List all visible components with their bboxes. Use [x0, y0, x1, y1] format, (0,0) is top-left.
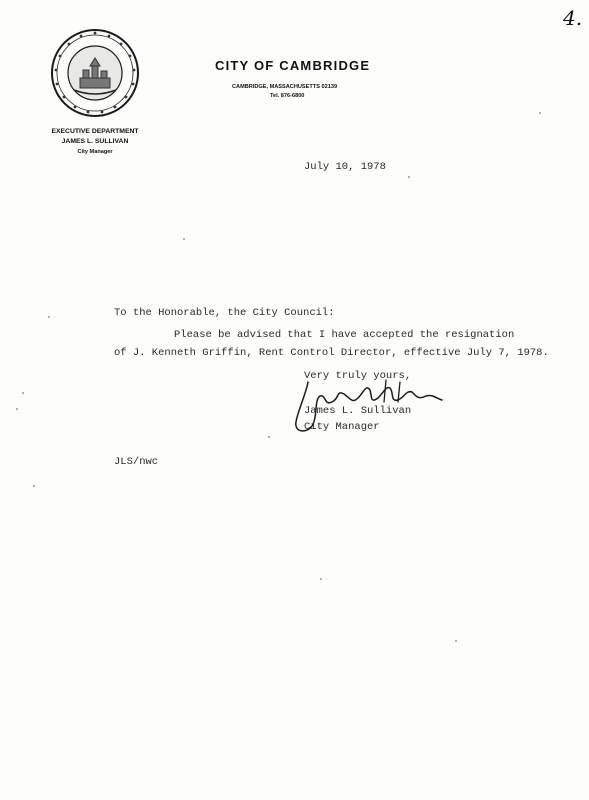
typist-initials: JLS/nwc: [114, 456, 159, 468]
signer-name: James L. Sullivan: [304, 405, 412, 417]
scan-speck: [183, 238, 185, 240]
scan-speck: [16, 408, 18, 410]
scan-speck: [408, 176, 410, 178]
department-role: City Manager: [77, 149, 113, 155]
scan-speck: [268, 436, 270, 438]
page-number: 4.: [563, 6, 583, 30]
department-head: JAMES L. SULLIVAN: [61, 138, 129, 145]
scan-speck: [539, 112, 541, 114]
body-line-1: Please be advised that I have accepted the resignation: [174, 329, 515, 341]
scan-speck: [22, 392, 24, 394]
city-seal: [50, 28, 140, 118]
signer-title: City Manager: [304, 421, 380, 433]
city-address: CAMBRIDGE, MASSACHUSETTS 02139: [232, 84, 338, 90]
scan-speck: [455, 640, 457, 642]
city-telephone: Tel. 876-6800: [270, 93, 305, 99]
closing: Very truly yours,: [304, 370, 412, 382]
scan-speck: [320, 578, 322, 580]
scan-speck: [33, 485, 35, 487]
salutation: To the Honorable, the City Council:: [114, 307, 335, 319]
body-line-2: of J. Kenneth Griffin, Rent Control Director, effective July 7, 1978.: [114, 347, 549, 359]
letter-date: July 10, 1978: [304, 161, 386, 173]
department-block: [40, 127, 150, 157]
city-title: CITY OF CAMBRIDGE: [215, 58, 371, 73]
scan-speck: [48, 316, 50, 318]
department-name: EXECUTIVE DEPARTMENT: [51, 128, 139, 135]
